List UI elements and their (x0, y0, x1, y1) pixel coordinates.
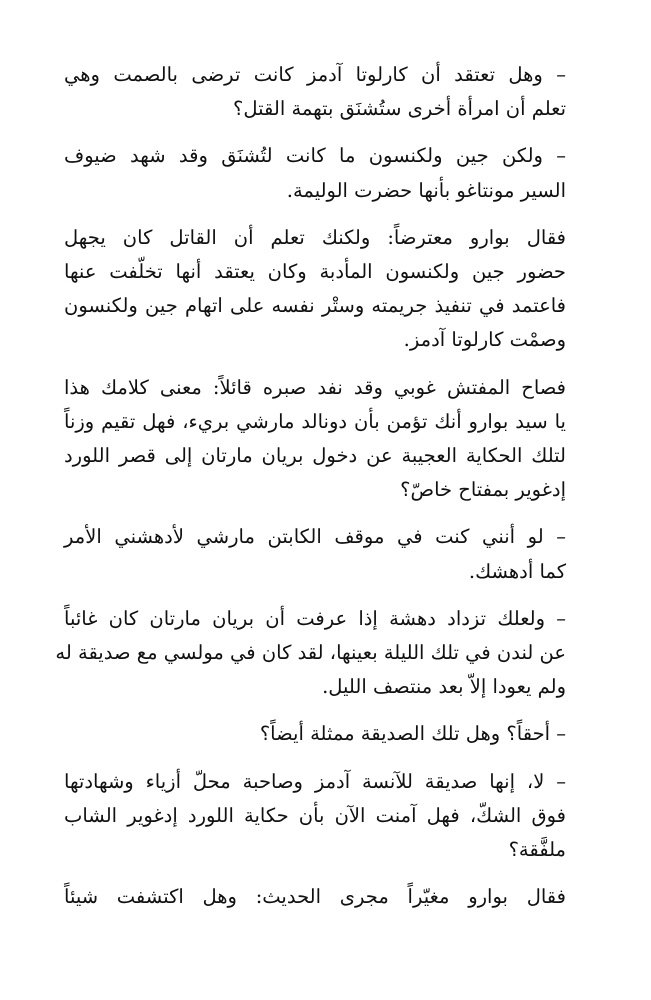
text-line: ولم يعودا إلاّ بعد منتصف الليل. (322, 675, 566, 699)
paragraph-3 (64, 221, 566, 358)
text-line: كما أدهشك. (468, 559, 566, 583)
text-line: السير مونتاغو بأنها حضرت الوليمة. (286, 178, 566, 202)
text-line: فقال بوارو معترضاً: ولكنك تعلم أن القاتل كان يجهل (64, 225, 566, 249)
text-line: – لو أنني كنت في موقف الكابتن مارشي لأدهشني الأمر (64, 525, 566, 549)
book-page-text (55, 58, 566, 914)
text-line: فصاح المفتش غوبي وقد نفد صبره قائلاً: معنى كلامك هذا (64, 375, 566, 399)
text-line: عن لندن في تلك الليلة بعينها، لقد كان في مولسي مع صديقة له (55, 641, 566, 665)
text-line: – لا، إنها صديقة للآنسة آدمز وصاحبة محلّ أزياء وشهادتها (64, 769, 566, 793)
paragraph-9 (64, 880, 566, 914)
paragraph-1 (64, 58, 566, 126)
text-line: ملفَّقة؟ (508, 838, 566, 862)
text-line: – ولكن جين ولكنسون ما كانت لتُشنَق وقد شهد ضيوف (64, 144, 566, 168)
paragraph-7 (64, 717, 566, 751)
paragraph-4 (64, 371, 566, 508)
paragraph-6 (55, 602, 566, 705)
text-line: يا سيد بوارو أنك تؤمن بأن دونالد مارشي بريء، فهل تقيم وزناً (64, 409, 566, 433)
text-line: فقال بوارو مغيّراً مجرى الحديث: وهل اكتشفت شيئاً (64, 885, 566, 909)
text-line: تعلم أن امرأة أخرى ستُشنَق بتهمة القتل؟ (233, 97, 566, 121)
text-line: إدغوير بمفتاح خاصّ؟ (400, 478, 566, 502)
text-line: فاعتمد في تنفيذ جريمته وستْر نفسه على اتهام جين ولكنسون (64, 294, 566, 318)
text-line: – ولعلك تزداد دهشة إذا عرفت أن بريان مارتان كان غائباً (64, 606, 566, 630)
text-line: – أحقاً؟ وهل تلك الصديقة ممثلة أيضاً؟ (259, 722, 566, 746)
text-line: لتلك الحكاية العجيبة عن دخول بريان مارتان إلى قصر اللورد (64, 444, 566, 468)
text-line: – وهل تعتقد أن كارلوتا آدمز كانت ترضى بالصمت وهي (64, 63, 566, 86)
text-line: فوق الشكّ، فهل آمنت الآن بأن حكاية اللورد إدغوير الشاب (64, 803, 566, 827)
paragraph-2 (64, 139, 566, 207)
paragraph-8 (64, 765, 566, 868)
text-line: وصمْت كارلوتا آدمز. (403, 328, 566, 352)
text-line: حضور جين ولكنسون المأدبة وكان يعتقد أنها تخلّفت عنها (64, 260, 566, 284)
paragraph-5 (64, 520, 566, 588)
